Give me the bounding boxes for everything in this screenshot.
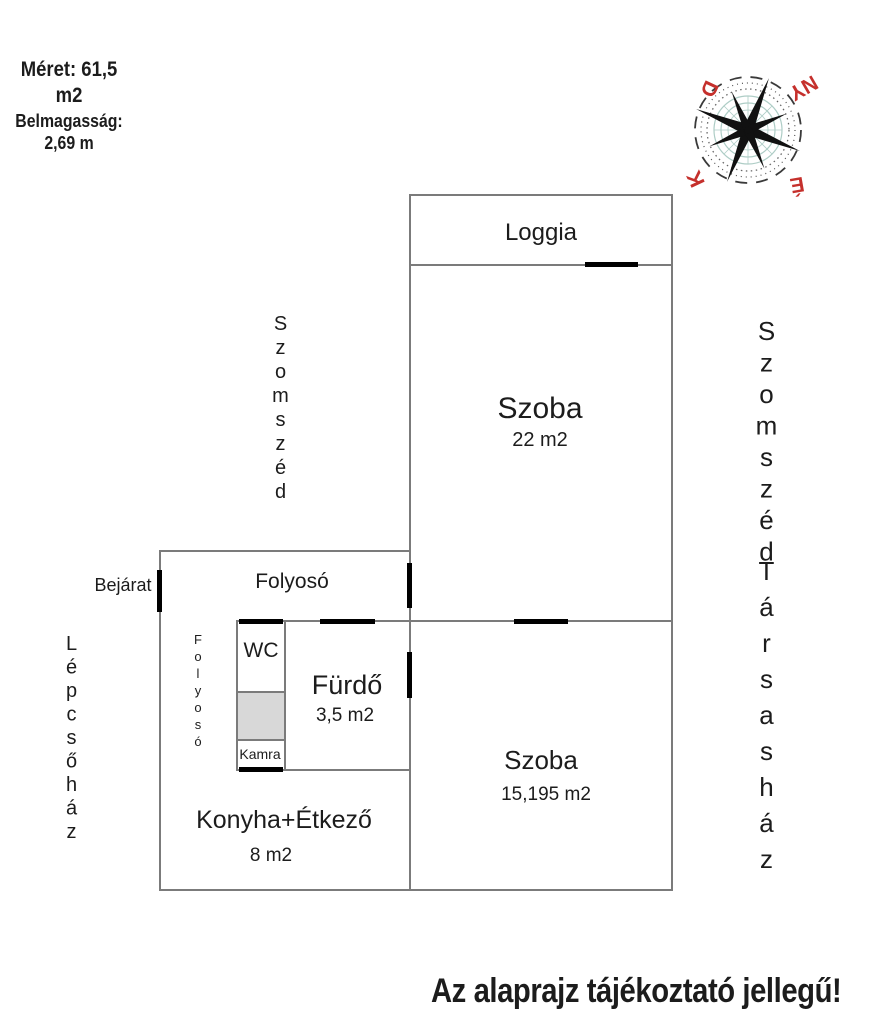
wall-right xyxy=(671,194,673,891)
door-marker-wc xyxy=(239,619,283,624)
room-label-furdo: Fürdő xyxy=(311,670,383,700)
plan-info xyxy=(0,57,138,155)
disclaimer-text: Az alaprajz tájékoztató jellegű! xyxy=(431,972,842,1010)
door-marker-szoba-bottom xyxy=(514,619,568,624)
label-tarsashaz-right: Társasház xyxy=(751,556,782,880)
room-label-folyoso-vertical: Folyosó xyxy=(190,632,206,751)
door-marker-loggia xyxy=(585,262,638,267)
compass-label-north: É xyxy=(788,171,807,197)
room-label-konyha: Konyha+Étkező xyxy=(196,806,372,834)
wall-bottom xyxy=(159,889,673,891)
compass-icon xyxy=(676,54,822,204)
label-szomszed-left: Szomszéd xyxy=(269,313,292,505)
size-label: Méret: 61,5 m2 xyxy=(20,58,118,108)
room-area-szoba-bottom: 15,195 m2 xyxy=(501,784,591,805)
door-marker-bejarat xyxy=(157,570,162,612)
door-marker-furdo-right xyxy=(407,652,412,698)
wall-center-vertical xyxy=(409,194,411,891)
wall-loggia-top xyxy=(409,194,673,196)
label-lepcsohaz: Lépcsőház xyxy=(60,633,83,845)
room-label-szoba-top: Szoba xyxy=(497,392,583,425)
door-marker-kamra xyxy=(239,767,283,772)
compass-label-south: D xyxy=(695,77,723,101)
wall-wc-right xyxy=(284,620,286,771)
wall-folyoso-top xyxy=(159,550,411,552)
room-area-konyha: 8 m2 xyxy=(249,845,293,866)
room-label-szoba-bottom: Szoba xyxy=(504,745,578,775)
compass-rose xyxy=(676,54,822,204)
room-area-furdo: 3,5 m2 xyxy=(315,705,375,726)
ceiling-height-value: 2,69 m xyxy=(44,133,94,153)
label-bejarat: Bejárat xyxy=(94,575,152,595)
room-label-kamra: Kamra xyxy=(239,746,281,762)
room-label-folyoso: Folyosó xyxy=(255,570,329,593)
wall-kamra-top xyxy=(236,739,286,741)
compass-label-west: NY xyxy=(784,70,822,105)
room-label-loggia: Loggia xyxy=(504,219,578,246)
door-marker-folyoso-right xyxy=(407,563,412,608)
shaft-fill xyxy=(238,693,284,739)
room-label-wc: WC xyxy=(243,639,279,662)
label-szomszed-right: Szomszéd xyxy=(751,316,782,568)
compass-label-east: K xyxy=(682,167,710,191)
wall-mid-horizontal xyxy=(236,620,673,622)
door-marker-furdo-top xyxy=(320,619,375,624)
ceiling-height-label: Belmagasság: xyxy=(15,110,123,131)
room-area-szoba-top: 22 m2 xyxy=(512,429,568,451)
